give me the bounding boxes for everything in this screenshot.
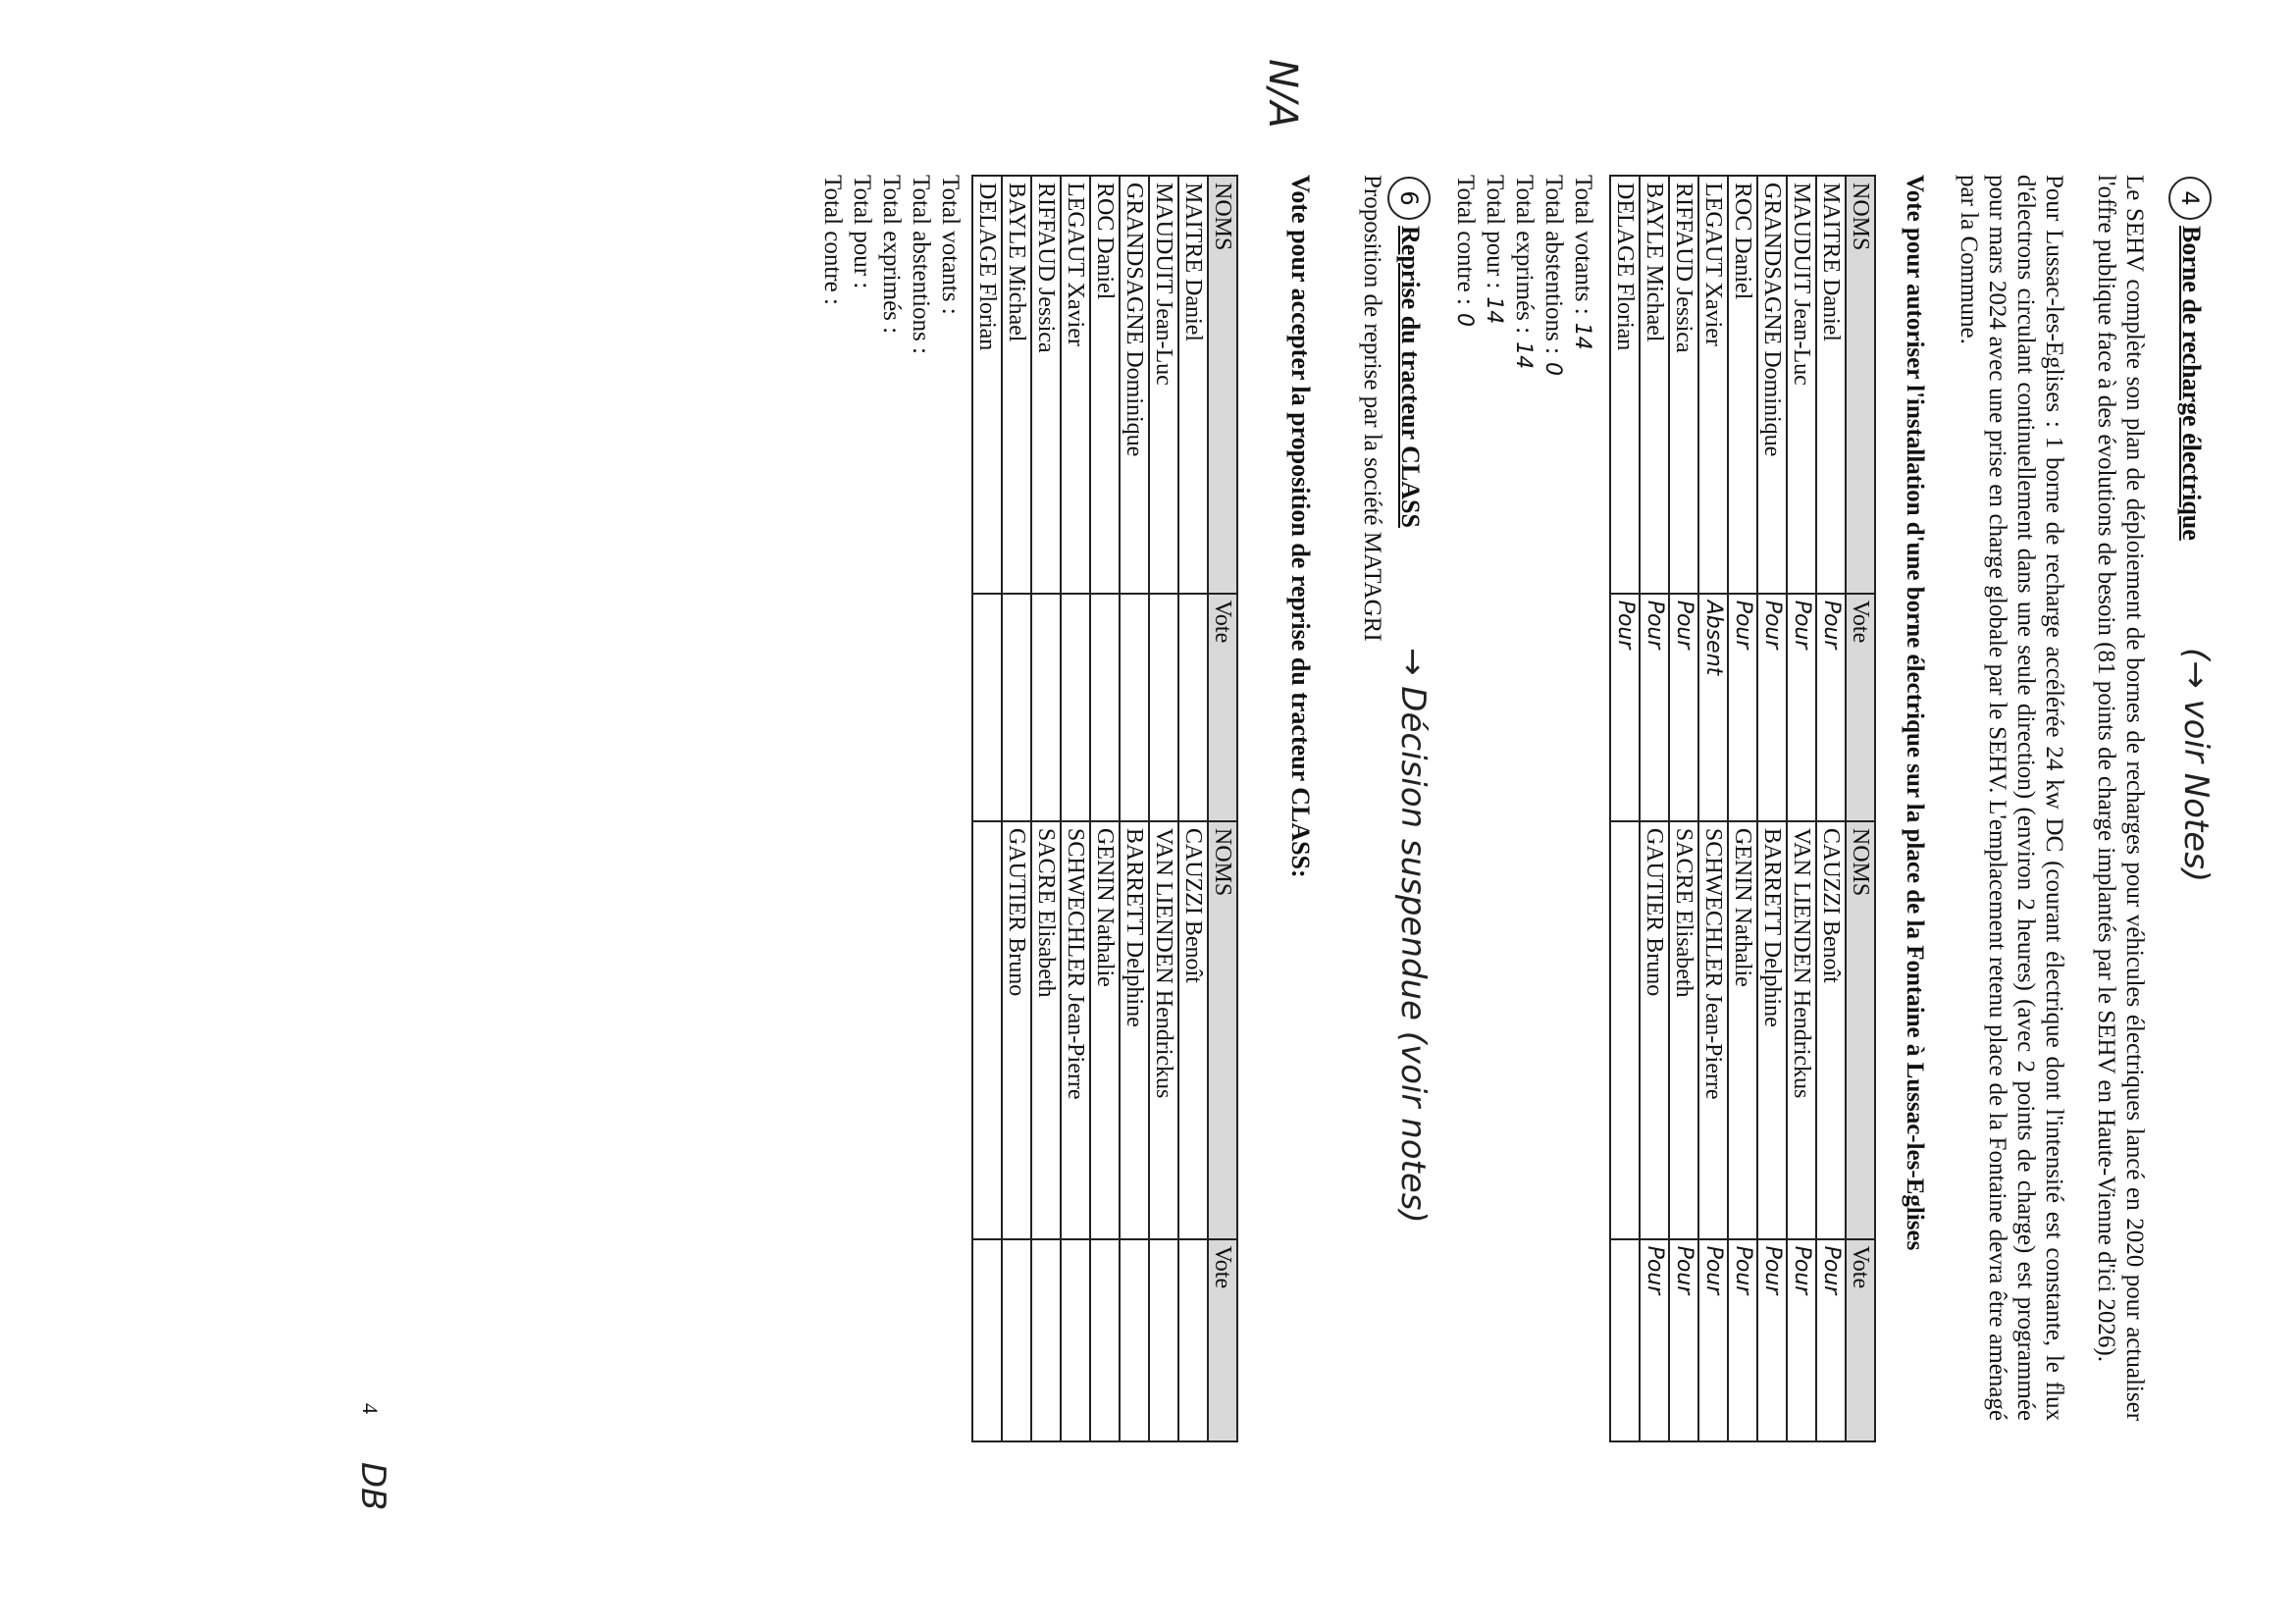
vote-cell: Pour — [1816, 1239, 1846, 1441]
vote-cell: Pour — [1669, 1239, 1698, 1441]
name-cell: ROC Daniel — [1728, 176, 1757, 594]
column-header: NOMS — [1846, 176, 1875, 594]
section6-na-mark: N/A — [1260, 59, 1305, 129]
vote-cell — [1002, 594, 1031, 821]
vote-cell: Pour — [1728, 1239, 1757, 1441]
column-header: NOMS — [1208, 176, 1237, 594]
vote-cell: Pour — [1669, 594, 1698, 821]
handwritten-initials: DB — [353, 1462, 392, 1511]
vote-cell: Pour — [1787, 1239, 1816, 1441]
name-cell — [972, 821, 1002, 1239]
vote-cell: Pour — [1787, 594, 1816, 821]
name-cell: CAUZZI Benoît — [1816, 821, 1846, 1239]
vote-cell — [1061, 1239, 1090, 1441]
total-label: Total votants : — [1570, 175, 1596, 315]
name-cell: LEGAUT Xavier — [1061, 176, 1090, 594]
section6-totals — [817, 175, 965, 362]
total-value: 0 — [1540, 361, 1565, 376]
vote-cell — [972, 1239, 1002, 1441]
name-cell: VAN LIENDEN Hendrickus — [1149, 821, 1178, 1239]
name-cell: GENIN Nathalie — [1090, 821, 1120, 1239]
section6-note: → Décision suspendue (voir notes) — [1393, 648, 1433, 1224]
vote-cell — [1031, 1239, 1061, 1441]
table-row — [1816, 176, 1846, 1441]
name-cell: MAITRE Daniel — [1816, 176, 1846, 594]
vote-cell — [1149, 1239, 1178, 1441]
name-cell: GRANDSAGNE Dominique — [1120, 176, 1149, 594]
table-row — [1061, 176, 1090, 1441]
table-row — [1002, 176, 1031, 1441]
vote-cell — [1178, 1239, 1208, 1441]
vote-cell — [1061, 594, 1090, 821]
name-cell: GENIN Nathalie — [1728, 821, 1757, 1239]
vote-cell: Pour — [1728, 594, 1757, 821]
total-label: Total pour : — [849, 175, 875, 289]
name-cell: RIFFAUD Jessica — [1669, 176, 1698, 594]
vote-cell — [1149, 594, 1178, 821]
section4-vote-table — [1609, 175, 1876, 1442]
table-row — [1787, 176, 1816, 1441]
total-line — [1509, 175, 1539, 376]
total-line — [935, 175, 965, 362]
total-line — [1480, 175, 1509, 376]
vote-cell — [1178, 594, 1208, 821]
vote-cell — [1120, 1239, 1149, 1441]
vote-cell: Pour — [1757, 594, 1787, 821]
total-value: 14 — [1570, 322, 1594, 350]
table-header-row — [1208, 176, 1237, 1441]
vote-cell — [1120, 594, 1149, 821]
name-cell: BAYLE Michael — [1640, 176, 1669, 594]
section6-title: Reprise du tracteur CLASS — [1396, 226, 1425, 528]
column-header: Vote — [1208, 594, 1237, 821]
total-value: 14 — [1482, 296, 1506, 325]
vote-cell — [1610, 1239, 1640, 1441]
table-row — [1178, 176, 1208, 1441]
total-line — [1450, 175, 1480, 376]
section6-number-circle — [1387, 177, 1431, 220]
table-row — [1090, 176, 1120, 1441]
column-header: Vote — [1208, 1239, 1237, 1441]
section4-title: Borne de recharge électrique — [2177, 226, 2206, 541]
name-cell: SCHWECHLER Jean-Pierre — [1698, 821, 1728, 1239]
total-line — [1568, 175, 1597, 376]
table-row — [1610, 176, 1640, 1441]
vote-cell: Pour — [1816, 594, 1846, 821]
name-cell — [1610, 821, 1640, 1239]
name-cell: SACRE Elisabeth — [1031, 821, 1061, 1239]
total-label: Total contre : — [1452, 175, 1479, 305]
name-cell: GAUTIER Bruno — [1640, 821, 1669, 1239]
name-cell: GRANDSAGNE Dominique — [1757, 176, 1787, 594]
total-line — [817, 175, 847, 362]
table-header-row — [1846, 176, 1875, 1441]
vote-cell: Pour — [1757, 1239, 1787, 1441]
name-cell: MAUDUIT Jean-Luc — [1787, 176, 1816, 594]
section4-vote-title: Vote pour autoriser l'installation d'une borne électrique sur la place de la Fontaine à Lussac-les-Eglises — [1902, 175, 1928, 1251]
vote-cell — [972, 594, 1002, 821]
section4-totals — [1450, 175, 1597, 376]
total-label: Total exprimés : — [878, 175, 905, 335]
name-cell: DELAGE Florian — [972, 176, 1002, 594]
table-row — [1120, 176, 1149, 1441]
total-label: Total exprimés : — [1511, 175, 1538, 335]
name-cell: ROC Daniel — [1090, 176, 1120, 594]
section4-para2: Pour Lussac-les-Eglises : 1 borne de recharge accélérée 24 kw DC (courant électrique dont l'intensité est constante, le flux d'électrons circulant continuellement dans une seule direction) (environ 2 heures) (avec 2 points de charge) est programmée pour mars 2024 avec une prise en charge globale par le SEHV. L'emplacement retenu place de la Fontaine devra être aménagé par la Commune. — [1956, 175, 2067, 1421]
name-cell: VAN LIENDEN Hendrickus — [1787, 821, 1816, 1239]
name-cell: BAYLE Michael — [1002, 176, 1031, 594]
vote-cell — [1090, 1239, 1120, 1441]
name-cell: GAUTIER Bruno — [1002, 821, 1031, 1239]
total-value: 0 — [1452, 312, 1477, 327]
total-value: 14 — [1511, 341, 1536, 370]
vote-cell: Absent — [1698, 594, 1728, 821]
vote-cell — [1002, 1239, 1031, 1441]
total-label: Total contre : — [819, 175, 846, 305]
section6-number: 6 — [1395, 190, 1423, 206]
column-header: NOMS — [1846, 821, 1875, 1239]
total-label: Total abstentions : — [1540, 175, 1567, 354]
vote-cell: Pour — [1610, 594, 1640, 821]
table-row — [1149, 176, 1178, 1441]
column-header: Vote — [1846, 1239, 1875, 1441]
total-label: Total pour : — [1482, 175, 1508, 289]
table-row — [1031, 176, 1061, 1441]
total-line — [1539, 175, 1568, 376]
name-cell: SACRE Elisabeth — [1669, 821, 1698, 1239]
name-cell: MAUDUIT Jean-Luc — [1149, 176, 1178, 594]
table-row — [1669, 176, 1698, 1441]
total-line — [906, 175, 935, 362]
vote-cell — [1090, 594, 1120, 821]
section4-number-circle — [2168, 177, 2212, 220]
vote-cell: Pour — [1640, 1239, 1669, 1441]
table-row — [1698, 176, 1728, 1441]
table-row — [1728, 176, 1757, 1441]
total-line — [847, 175, 876, 362]
name-cell: RIFFAUD Jessica — [1031, 176, 1061, 594]
section4-number: 4 — [2176, 190, 2204, 206]
total-line — [876, 175, 906, 362]
column-header: NOMS — [1208, 821, 1237, 1239]
section6-vote-table — [971, 175, 1238, 1442]
vote-cell: Pour — [1640, 594, 1669, 821]
table-row — [1757, 176, 1787, 1441]
section4-body — [1901, 175, 2149, 1421]
section6-para: Proposition de reprise par la société MATAGRI — [1359, 175, 1385, 642]
name-cell: CAUZZI Benoît — [1178, 821, 1208, 1239]
page-number: 4 — [358, 1403, 383, 1414]
section6-vote-title: Vote pour accepter la proposition de reprise du tracteur CLASS: — [1286, 175, 1315, 878]
vote-cell: Pour — [1698, 1239, 1728, 1441]
vote-cell — [1031, 594, 1061, 821]
table-row — [972, 176, 1002, 1441]
column-header: Vote — [1846, 594, 1875, 821]
total-label: Total abstentions : — [908, 175, 934, 354]
name-cell: DELAGE Florian — [1610, 176, 1640, 594]
table-row — [1640, 176, 1669, 1441]
section4-note: (→ voir Notes) — [2176, 648, 2216, 883]
name-cell: MAITRE Daniel — [1178, 176, 1208, 594]
name-cell: BARRETT Delphine — [1120, 821, 1149, 1239]
name-cell: BARRETT Delphine — [1757, 821, 1787, 1239]
name-cell: LEGAUT Xavier — [1698, 176, 1728, 594]
total-label: Total votants : — [937, 175, 964, 315]
section4-para1: Le SEHV complète son plan de déploiement de bornes de recharges pour véhicules électriques lancé en 2020 pour actualiser l'offre publique face à des évolutions de besoin (81 points de charge implantés par le SEHV en Haute-Vienne d'ici 2026). — [2093, 175, 2148, 1421]
name-cell: SCHWECHLER Jean-Pierre — [1061, 821, 1090, 1239]
